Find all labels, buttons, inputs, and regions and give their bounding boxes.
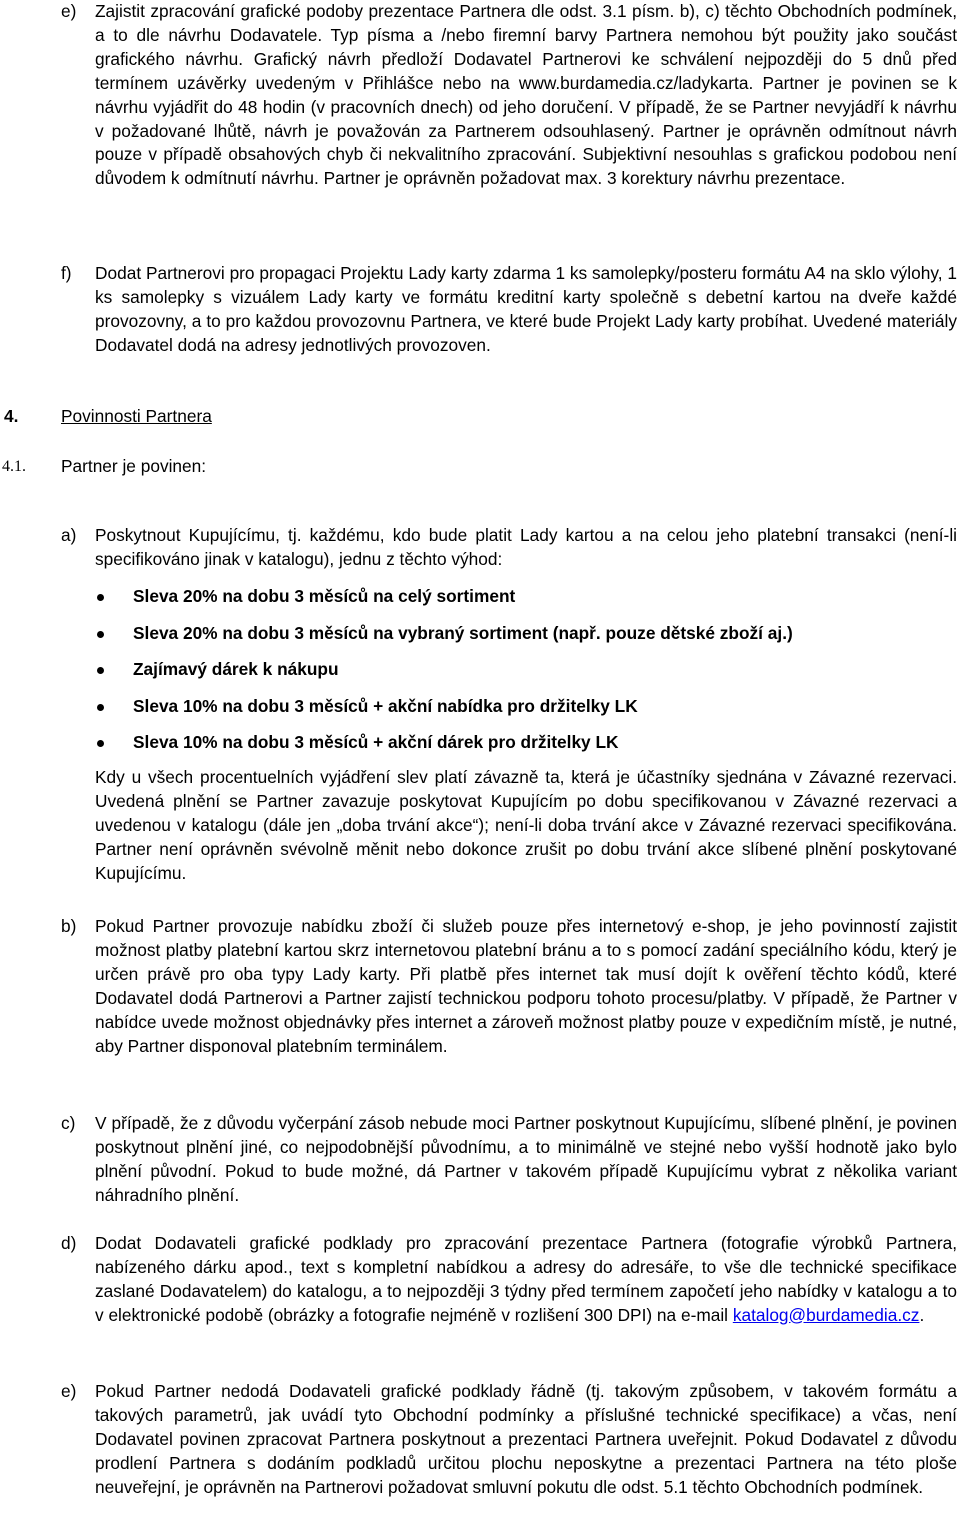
- clause-text-part: Dodat Dodavateli grafické podklady pro zpracování prezentace Partnera (fotografie výrobků Partnera, nabízeného dárku apod., text s kompletní nabídkou a adresy do adresáře, to vše dle technické specifikace zaslané Dodavatelem) do katalogu, a to nejpozději 3 týdny před termínem započetí jeho nabídky v katalogu a to v elektronické podobě (obrázky a fotografie nejméně v rozlišení 300 DPI) na e-mail: [95, 1233, 957, 1325]
- clause-text: Kdy u všech procentuelních vyjádření slev platí závazně ta, která je účastníky sjednána v Závazné rezervaci. Uvedená plnění se Partner zavazuje poskytovat Kupujícím po dobu specifikovanou v Závazné rezervaci a uvedenou v katalogu (dále jen „doba trvání akce“); není-li doba trvání akce v Závazné rezervaci specifikována. Partner není oprávněn svévolně měnit nebo dokonce zrušit po dobu trvání akce slíbené plnění poskytované Kupujícímu.: [95, 767, 957, 883]
- clause-label: e): [61, 1, 77, 21]
- section-number: 4.: [4, 406, 19, 426]
- clause-a-benefits-intro: [61, 524, 957, 572]
- benefits-list: [95, 585, 955, 768]
- benefit-text: Sleva 10% na dobu 3 měsíců + akční dárek pro držitelky LK: [133, 732, 619, 753]
- clause-label: a): [61, 525, 77, 545]
- bullet-icon: [97, 594, 104, 601]
- clause-label: d): [61, 1233, 77, 1253]
- subsection-title: Partner je povinen:: [61, 456, 207, 476]
- clause-text: Zajistit zpracování grafické podoby prezentace Partnera dle odst. 3.1 písm. b), c) těchto Obchodních podmínek, a to dle návrhu Dodavatele. Typ písma a /nebo firemní barvy Partnera nemohou být použity jako součást grafického návrhu. Grafický návrh předloží Dodavatel Partnerovi ke schválení nejpozději do 5 dnů před termínem uzávěrky uvedeným v Přihlášce nebo na www.burdamedia.cz/ladykarta. Partner je povinen se k návrhu vyjádřit do 48 hodin (v pracovních dnech) od jeho doručení. V případě, že se Partner nevyjádří k návrhu v požadované lhůtě, návrh je považován za Partnerem odsouhlasený. Partner je oprávněn odmítnout návrh pouze v případě obsahových chyb či nekvalitního zpracování. Subjektivní nesouhlas s grafickou podobou není důvodem k odmítnutí návrhu. Partner je oprávněn požadovat max. 3 korektury návrhu prezentace.: [95, 1, 957, 189]
- benefit-item: [95, 731, 955, 768]
- bullet-icon: [97, 667, 104, 674]
- bullet-icon: [97, 631, 104, 638]
- clause-a-continuation: [61, 766, 957, 886]
- clause-label: e): [61, 1381, 77, 1401]
- email-link[interactable]: katalog@burdamedia.cz: [732, 1304, 920, 1325]
- clause-text-part: .: [919, 1304, 925, 1325]
- clause-c-stock: [61, 1112, 957, 1208]
- clause-text: V případě, že z důvodu vyčerpání zásob nebude moci Partner poskytnout Kupujícímu, slíbené plnění, je povinen poskytnout plnění jiné, co nejpodobnější původnímu, a to minimálně ve stejné nebo vyšší hodnotě jako bylo plnění původní. Pokud to bude možné, dá Partner v takovém případě Kupujícímu vybrat z několika variant náhradního plnění.: [95, 1113, 957, 1205]
- clause-label: c): [61, 1113, 76, 1133]
- section-title: Povinnosti Partnera: [61, 406, 212, 426]
- clause-text: Dodat Partnerovi pro propagaci Projektu Lady karty zdarma 1 ks samolepky/posteru formátu A4 na sklo výlohy, 1 ks samolepky s vizuálem Lady karty ve formátu kreditní karty společně s debetní kartou na dveře každé provozovny, a to pro každou provozovnu Partnera, ve které bude Projekt Lady karty probíhat. Uvedené materiály Dodavatel dodá na adresy jednotlivých provozoven.: [95, 263, 957, 355]
- benefit-text: Zajímavý dárek k nákupu: [133, 659, 339, 680]
- bullet-icon: [97, 704, 104, 711]
- benefit-item: [95, 658, 955, 695]
- clause-text: Poskytnout Kupujícímu, tj. každému, kdo bude platit Lady kartou a na celou jeho platební transakci (není-li specifikováno jinak v katalogu), jednu z těchto výhod:: [95, 525, 957, 569]
- benefit-item: [95, 622, 955, 659]
- benefit-text: Sleva 10% na dobu 3 měsíců + akční nabídka pro držitelky LK: [133, 695, 638, 716]
- clause-d-graphic-materials: [61, 1232, 957, 1328]
- bullet-icon: [97, 740, 104, 747]
- clause-text: Pokud Partner nedodá Dodavateli grafické podklady řádně (tj. takovým způsobem, v takovém formátu a takových parametrů, jak uvádí tyto Obchodní podmínky a příslušné technické specifikace) a včas, není Dodavatel povinen zpracovat Partnera poskytnout a prezentaci Partnera uveřejnit. Pokud Dodavatel z důvodu prodlení Partnera s dodáním podkladů určitou plochu neposkytne a prezentaci Partnera na této ploše neuveřejní, je oprávněn na Partnerovi požadovat smluvní pokutu dle odst. 5.1 těchto Obchodních podmínek.: [95, 1381, 957, 1497]
- clause-f-promo-materials: [61, 262, 957, 358]
- clause-e-penalty: [61, 1380, 957, 1500]
- clause-e-graphic-design: [61, 0, 957, 191]
- clause-label: f): [61, 263, 72, 283]
- benefit-item: [95, 695, 955, 732]
- clause-label: b): [61, 916, 77, 936]
- subsection-number: 4.1.: [2, 458, 26, 475]
- benefit-item: [95, 585, 955, 622]
- clause-text: [95, 1232, 957, 1328]
- benefit-text: Sleva 20% na dobu 3 měsíců na celý sortiment: [133, 586, 516, 606]
- clause-text: Pokud Partner provozuje nabídku zboží či služeb pouze přes internetový e-shop, je jeho povinností zajistit možnost platby platební kartou skrz internetovou platební bránu a to s pomocí zadání speciálního kódu, který je určen právě pro oba typy Lady karty. Při platbě přes internet tak musí dojít k ověření těchto kódů, které Dodavatel dodá Partnerovi a Partner zajistí technickou podporu tohoto procesu/platby. V případě, že Partner v nabídce uvede možnost objednávky přes internet a zároveň možnost platby pouze v expedičním místě, je nutné, aby Partner disponoval platebním terminálem.: [95, 916, 957, 1056]
- clause-b-eshop: [61, 915, 957, 1058]
- benefit-text: Sleva 20% na dobu 3 měsíců na vybraný sortiment (např. pouze dětské zboží aj.): [133, 622, 793, 643]
